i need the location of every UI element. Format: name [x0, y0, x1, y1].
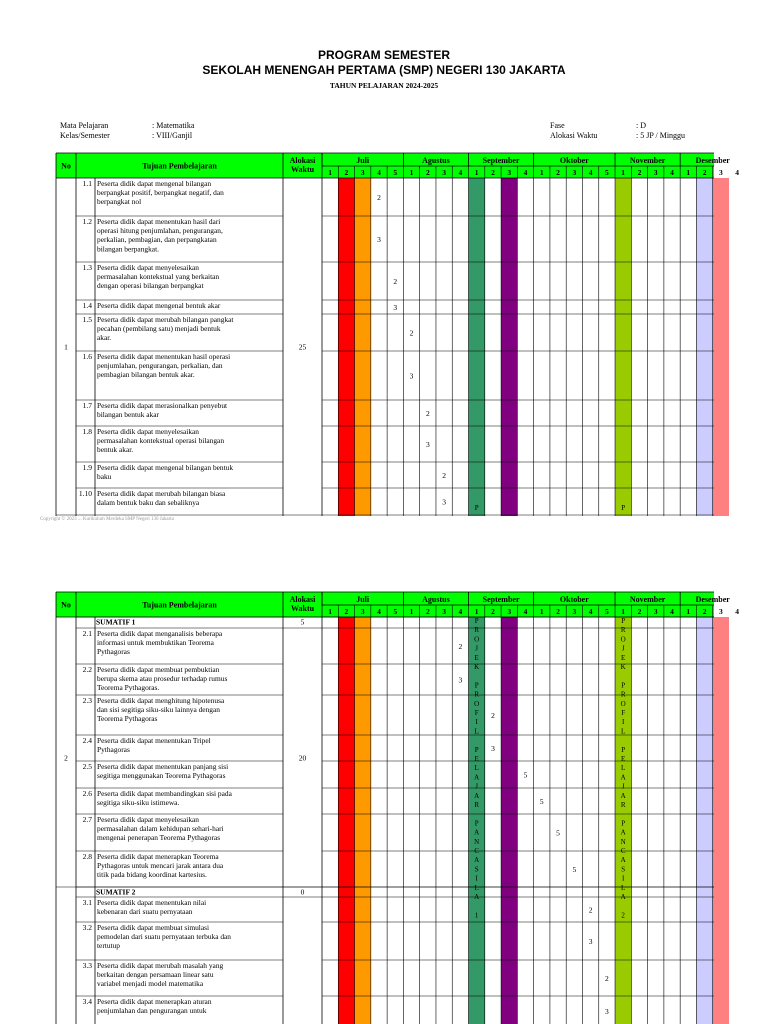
vertical-letter: A — [474, 856, 480, 865]
objective-number: 2.2 — [82, 665, 92, 674]
week-header: 4 — [523, 607, 528, 616]
week-allocation: 3 — [377, 235, 381, 244]
doc-title: PROGRAM SEMESTER — [317, 48, 450, 62]
week-header: 4 — [458, 607, 463, 616]
month-header: Juli — [356, 156, 370, 165]
objective-text: Peserta didik dapat menentukan hasil operasi — [97, 352, 231, 361]
week-allocation: 5 — [556, 828, 560, 838]
objective-text: Peserta didik dapat mengenal bilangan — [97, 179, 212, 188]
week-header: 1 — [474, 607, 479, 616]
vertical-letter: C — [620, 847, 626, 855]
month-header: November — [629, 595, 666, 604]
objective-number: 1.4 — [82, 301, 92, 310]
vertical-letter: P — [621, 681, 626, 690]
highlight-column — [469, 178, 485, 516]
vertical-letter: L — [474, 727, 479, 736]
week-allocation: 3 — [491, 744, 495, 753]
vertical-letter: R — [474, 626, 479, 635]
objective-text: dengan operasi bilangan berpangkat — [97, 281, 204, 291]
objective-number: 1.10 — [78, 489, 92, 498]
week-header: 2 — [556, 168, 560, 177]
week-allocation: 3 — [409, 371, 414, 381]
sumatif-label: SUMATIF 1 — [96, 617, 136, 627]
week-allocation: 3 — [605, 1007, 609, 1016]
objective-number: 3.2 — [82, 923, 92, 932]
meta-label-subject: Mata Pelajaran — [60, 121, 109, 130]
objective-text: Peserta didik dapat mengenal bentuk akar — [97, 301, 221, 310]
objective-text: permasalahan kontekstual yang berkaitan — [97, 272, 220, 282]
week-header: 4 — [377, 607, 381, 616]
objective-text: dan sisi segitiga siku-siku lainnya dengan — [97, 705, 220, 715]
objective-number: 3.1 — [82, 898, 92, 907]
academic-year: TAHUN PELAJARAN 2024-2025 — [329, 81, 439, 90]
vertical-letter: J — [475, 644, 479, 653]
objective-text: mengenai penerapan Teorema Pythagoras — [97, 833, 221, 843]
week-header: 3 — [507, 168, 512, 177]
vertical-letter: L — [621, 883, 626, 892]
header-alokasi: Alokasi — [289, 595, 316, 604]
week-header: 4 — [588, 607, 593, 616]
week-allocation: 2 — [442, 471, 446, 480]
week-header: 2 — [702, 607, 707, 616]
vertical-letter: R — [474, 690, 479, 699]
week-allocation: 5 — [523, 770, 528, 780]
sumatif-alokasi: 0 — [300, 887, 305, 897]
vertical-letter: I — [475, 874, 478, 883]
schedule-grid — [56, 153, 740, 516]
week-header: 4 — [588, 168, 593, 177]
week-header: 2 — [702, 168, 707, 177]
week-allocation: 2 — [409, 328, 414, 338]
objective-text: permasalahan kontekstual operasi bilangan — [97, 436, 225, 446]
vertical-letter: E — [474, 755, 479, 763]
vertical-letter: P — [474, 617, 479, 625]
vertical-letter: A — [620, 791, 626, 800]
week-header: 3 — [507, 607, 512, 616]
meta-label-phase: Fase — [550, 121, 565, 130]
vertical-letter: A — [620, 893, 626, 901]
objective-text: bilangan berpangkat. — [97, 244, 159, 254]
week-header: 1 — [328, 168, 333, 177]
objective-number: 1.9 — [82, 463, 92, 472]
objective-text: baku — [97, 472, 112, 482]
objective-number: 1.8 — [82, 427, 92, 436]
objective-text: Peserta didik dapat menentukan panjang sisi — [97, 762, 229, 771]
vertical-letter: F — [621, 709, 626, 717]
vertical-letter: E — [474, 653, 479, 662]
vertical-letter: O — [474, 635, 480, 644]
meta-value-phase: : D — [636, 121, 646, 130]
group-number: 2 — [64, 753, 68, 763]
meta-label-class: Kelas/Semester — [60, 131, 110, 140]
objective-text: Peserta didik dapat menerapkan Teorema — [97, 852, 219, 861]
meta-value-time: : 5 JP / Minggu — [636, 131, 686, 140]
objective-text: dalam bentuk baku dan sebaliknya — [97, 498, 200, 508]
objective-text: Peserta didik dapat menyelesaikan — [97, 815, 199, 824]
week-allocation: 2 — [605, 974, 609, 983]
week-header: 4 — [735, 168, 740, 177]
vertical-letter: A — [474, 773, 480, 782]
week-allocation: 5 — [539, 797, 544, 806]
vertical-letter: K — [620, 663, 626, 671]
objective-text: Peserta didik dapat merubah masalah yang — [97, 961, 224, 970]
week-header: 4 — [523, 168, 528, 177]
week-header: 1 — [409, 168, 414, 177]
meta-right — [550, 121, 685, 141]
vertical-letter: L — [621, 727, 626, 736]
vertical-letter: N — [474, 837, 480, 846]
objective-text: Peserta didik dapat menyelesaikan — [97, 427, 199, 436]
vertical-letter: C — [474, 847, 479, 855]
week-header: 1 — [474, 168, 479, 177]
objective-text: Peserta didik dapat menentukan hasil dari — [97, 217, 221, 226]
vertical-letter: R — [620, 690, 626, 699]
highlight-column — [355, 178, 371, 516]
vertical-letter: K — [474, 663, 480, 671]
objective-text: Pythagoras — [97, 647, 130, 657]
objective-text: Peserta didik dapat merubah bilangan biasa — [97, 489, 226, 498]
objective-text: informasi untuk membuktikan Teorema — [97, 638, 214, 648]
objective-number: 2.6 — [82, 789, 92, 798]
vertical-letter: A — [474, 791, 480, 800]
objective-number: 1.5 — [82, 315, 92, 324]
week-header: 5 — [605, 607, 609, 616]
header-waktu: Waktu — [290, 604, 315, 613]
week-header: 2 — [425, 168, 430, 177]
objective-text: akar. — [97, 333, 112, 343]
vertical-letter: R — [620, 626, 626, 635]
week-header: 2 — [344, 607, 349, 616]
week-header: 5 — [393, 607, 398, 616]
week-allocation: 3 — [393, 303, 398, 312]
objective-number: 2.8 — [82, 852, 92, 861]
objective-text: Peserta didik dapat menerapkan aturan — [97, 997, 212, 1006]
objective-text: operasi hitung penjumlahan, pengurangan, — [97, 226, 223, 236]
month-header: September — [482, 595, 520, 604]
week-allocation: 3 — [588, 937, 593, 946]
objective-text: Teorema Pythagoras. — [97, 683, 160, 693]
vertical-letter: L — [621, 764, 626, 773]
vertical-letter: P — [474, 745, 479, 754]
objective-text: Peserta didik dapat merubah bilangan pangkat — [97, 315, 234, 324]
vertical-letter: I — [622, 718, 625, 727]
group-alokasi: 25 — [298, 342, 307, 352]
vertical-letter: A — [620, 773, 626, 782]
week-header: 4 — [377, 168, 381, 177]
objective-text: Teorema Pythagoras — [97, 714, 158, 724]
objective-text: Peserta didik dapat membuat pembuktian — [97, 665, 220, 674]
vertical-letter: P — [474, 504, 479, 512]
vertical-letter: J — [621, 644, 625, 653]
objective-number: 2.3 — [82, 696, 92, 705]
week-header: 2 — [491, 607, 495, 616]
month-header: Oktober — [559, 595, 589, 604]
month-header: November — [629, 156, 666, 165]
week-allocation: 5 — [572, 865, 577, 874]
week-allocation: 2 — [491, 711, 495, 720]
highlight-column — [713, 178, 729, 516]
month-header: Agustus — [422, 595, 450, 604]
group-alokasi: 20 — [298, 753, 307, 763]
sumatif-label: SUMATIF 2 — [96, 887, 136, 897]
vertical-letter: A — [620, 856, 626, 865]
objective-number: 1.3 — [82, 263, 92, 272]
week-header: 1 — [328, 607, 333, 616]
week-header: 4 — [735, 607, 740, 616]
objective-number: 3.4 — [82, 997, 92, 1006]
meta-label-time: Alokasi Waktu — [550, 131, 598, 140]
objective-text: Peserta didik dapat menentukan Tripel — [97, 736, 211, 745]
objective-number: 1.1 — [82, 179, 92, 188]
week-header: 1 — [539, 168, 544, 177]
objective-text: pemodelan dari suatu pernyataan terbuka dan — [97, 932, 232, 942]
header-tujuan: Tujuan Pembelajaran — [142, 600, 217, 610]
objective-number: 2.7 — [82, 815, 92, 824]
week-header: 1 — [621, 607, 626, 616]
objective-text: Pythagoras untuk mencari jarak antara dua — [97, 861, 224, 871]
week-allocation: 2 — [425, 409, 430, 418]
objective-number: 1.2 — [82, 217, 92, 226]
vertical-letter: P — [474, 819, 479, 828]
month-header: Juli — [356, 595, 370, 604]
objective-text: tertutup — [97, 941, 120, 951]
vertical-letter: F — [474, 709, 479, 717]
objective-number: 2.4 — [82, 736, 92, 745]
vertical-letter: L — [474, 883, 479, 892]
highlight-column — [696, 178, 712, 516]
week-allocation: 2 — [377, 193, 381, 202]
vertical-letter: S — [474, 865, 479, 874]
header-no: No — [61, 161, 71, 171]
week-header: 5 — [605, 168, 609, 177]
vertical-letter: J — [621, 782, 625, 791]
objective-text: berpangkat positif, berpangkat negatif, dan — [97, 188, 224, 198]
footer-note: Copyright © 2023 ... Kurikulum Merdeka SMP Negeri 130 Jakarta — [40, 517, 174, 522]
highlight-column — [501, 617, 517, 1024]
vertical-letter: R — [620, 801, 626, 809]
vertical-letter: A — [620, 828, 626, 837]
month-header: Desember — [695, 156, 730, 165]
objective-number: 3.3 — [82, 961, 92, 970]
highlight-column — [615, 178, 631, 516]
month-header: Desember — [695, 595, 730, 604]
objective-text: Peserta didik dapat membandingkan sisi pada — [97, 789, 232, 798]
vertical-letter: A — [474, 828, 480, 837]
week-allocation: 2 — [458, 642, 463, 651]
week-header: 5 — [393, 168, 398, 177]
objective-number: 2.1 — [82, 629, 92, 638]
week-allocation: 3 — [458, 675, 463, 685]
objective-number: 1.7 — [82, 401, 92, 410]
objective-text: Peserta didik dapat mengenal bilangan bentuk — [97, 463, 234, 472]
objective-text: Peserta didik dapat menganalisis beberapa — [97, 629, 223, 638]
meta-value-subject: : Matematika — [152, 121, 195, 130]
vertical-letter: E — [621, 653, 626, 662]
week-header: 3 — [653, 168, 658, 177]
objective-text: Peserta didik dapat membuat simulasi — [97, 923, 210, 932]
highlight-column — [355, 617, 371, 1024]
week-allocation: 2 — [393, 277, 398, 286]
objective-text: pecahan (pembilang satu) menjadi bentuk — [97, 324, 221, 334]
vertical-letter: N — [620, 837, 626, 846]
week-header: 3 — [653, 607, 658, 616]
vertical-letter: 1 — [474, 911, 479, 920]
week-header: 4 — [458, 168, 463, 177]
highlight-column — [338, 617, 354, 1024]
objective-text: Peserta didik dapat menentukan nilai — [97, 898, 207, 907]
week-allocation: 2 — [588, 905, 593, 915]
vertical-letter: I — [475, 718, 478, 727]
meta-value-class: : VIII/Ganjil — [152, 131, 193, 140]
objective-text: penjumlahan dan pengurangan untuk — [97, 1006, 207, 1016]
week-allocation: 3 — [425, 440, 430, 449]
week-header: 3 — [718, 168, 723, 177]
week-header: 1 — [621, 168, 626, 177]
week-header: 1 — [539, 607, 544, 616]
objective-number: 2.5 — [82, 762, 92, 771]
objective-text: berpangkat nol — [97, 197, 142, 207]
objective-text: Peserta didik dapat menyelesaikan — [97, 263, 199, 272]
objective-text: penjumlahan, pengurangan, perkalian, dan — [97, 361, 223, 371]
vertical-letter: P — [621, 819, 626, 828]
header-no: No — [61, 600, 71, 610]
vertical-letter: L — [474, 764, 479, 773]
highlight-column — [713, 617, 729, 1024]
vertical-letter: I — [622, 874, 625, 883]
week-header: 2 — [556, 607, 560, 616]
week-header: 1 — [409, 607, 414, 616]
vertical-letter: E — [621, 755, 626, 763]
highlight-column — [338, 178, 354, 516]
week-header: 2 — [637, 168, 642, 177]
header-alokasi: Alokasi — [289, 156, 316, 165]
objective-text: variabel menjadi model matematika — [97, 979, 204, 989]
objective-text: Pythagoras — [97, 745, 130, 755]
highlight-column — [696, 617, 712, 1024]
vertical-letter: O — [620, 699, 626, 708]
objective-text: bilangan bentuk akar — [97, 410, 159, 420]
vertical-letter: R — [474, 801, 479, 809]
week-header: 3 — [442, 607, 446, 616]
month-header: Oktober — [559, 156, 589, 165]
week-header: 3 — [718, 607, 723, 616]
school-name: SEKOLAH MENENGAH PERTAMA (SMP) NEGERI 130 JAKARTA — [202, 63, 566, 77]
vertical-letter: 2 — [621, 911, 625, 920]
week-header: 3 — [572, 168, 577, 177]
week-header: 2 — [425, 607, 430, 616]
vertical-letter: J — [475, 782, 479, 791]
highlight-column — [501, 178, 517, 516]
vertical-letter: O — [620, 635, 626, 644]
meta-left — [60, 121, 194, 141]
objective-number: 1.6 — [82, 352, 92, 361]
objective-text: segitiga siku-siku istimewa. — [97, 798, 180, 808]
vertical-letter: P — [474, 681, 479, 690]
week-header: 1 — [686, 607, 691, 616]
objective-text: berkaitan dengan persamaan linear satu — [97, 970, 214, 980]
objective-text: perkalian, pembagian, dan perpangkatan — [97, 235, 217, 245]
month-header: Agustus — [422, 156, 450, 165]
vertical-letter: A — [474, 893, 480, 901]
vertical-letter: P — [621, 745, 626, 754]
week-header: 3 — [572, 607, 577, 616]
objective-text: Peserta didik dapat merasionalkan penyebut — [97, 401, 228, 410]
week-header: 2 — [344, 168, 349, 177]
week-allocation: 3 — [442, 497, 446, 507]
vertical-letter: P — [621, 504, 626, 512]
objective-text: pembagian bilangan bentuk akar. — [97, 370, 195, 380]
objective-text: permasalahan dalam kehidupan sehari-hari — [97, 824, 224, 834]
week-header: 2 — [491, 168, 495, 177]
schedule-grid — [56, 592, 740, 1024]
header-waktu: Waktu — [290, 165, 315, 174]
week-header: 1 — [686, 168, 691, 177]
objective-text: berupa skema atau prosedur terhadap rumus — [97, 674, 228, 684]
week-header: 3 — [442, 168, 446, 177]
objective-text: bentuk akar. — [97, 445, 134, 455]
objective-text: titik pada bidang koordinat kartesius. — [97, 870, 207, 880]
header-tujuan: Tujuan Pembelajaran — [142, 161, 217, 171]
objective-text: Peserta didik dapat menghitung hipotenusa — [97, 696, 225, 705]
week-header: 3 — [360, 607, 365, 616]
objective-text: kebenaran dari suatu pernyataan — [97, 907, 193, 917]
vertical-letter: S — [621, 865, 626, 874]
sumatif-alokasi: 5 — [300, 617, 305, 627]
objective-text: segitiga menggunakan Teorema Pythagoras — [97, 771, 226, 781]
week-header: 4 — [670, 607, 674, 616]
week-header: 4 — [670, 168, 674, 177]
week-header: 3 — [360, 168, 365, 177]
vertical-letter: O — [474, 699, 480, 708]
week-header: 2 — [637, 607, 642, 616]
month-header: September — [482, 156, 520, 165]
group-number: 1 — [64, 342, 68, 352]
vertical-letter: P — [621, 617, 626, 625]
